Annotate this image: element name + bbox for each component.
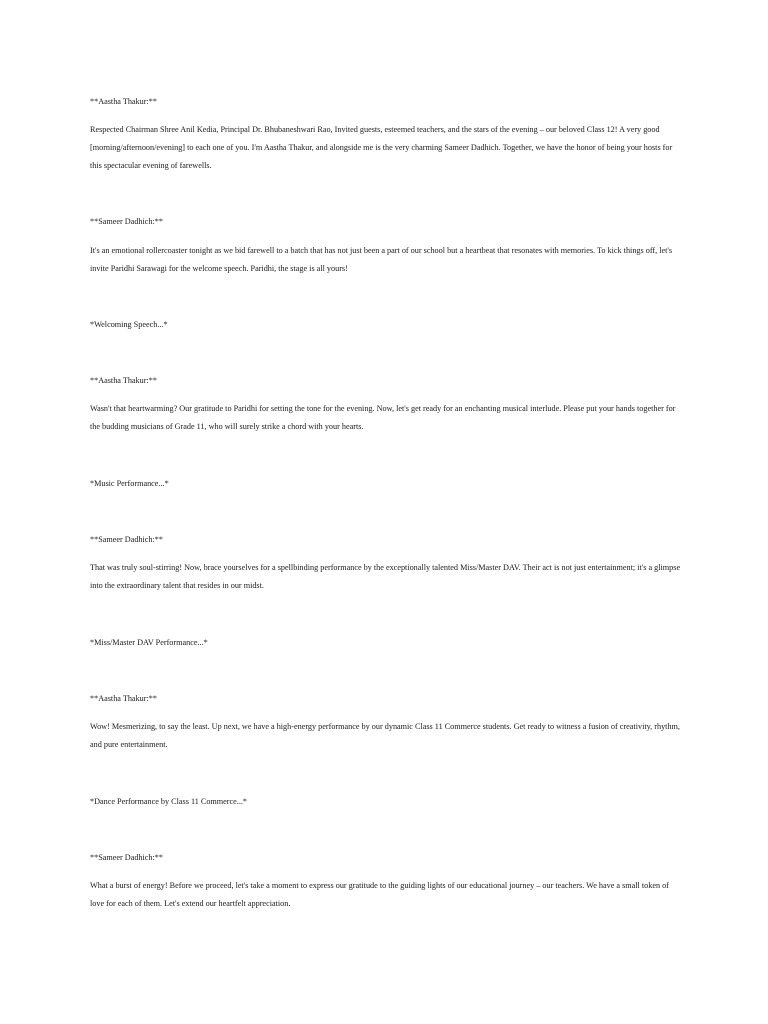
- speaker-label: **Sameer Dadhich:**: [90, 853, 163, 862]
- stage-cue: *Dance Performance by Class 11 Commerce...*: [90, 797, 248, 806]
- paragraph: Wow! Mesmerizing, to say the least. Up next, we have a high-energy performance by our dynamic Class 11 Commerce students. Get ready to witness a fusion of creativity, rhythm, and pure entertainment.: [90, 722, 680, 749]
- speaker-label: **Aastha Thakur:**: [90, 694, 157, 703]
- speaker-label: **Sameer Dadhich:**: [90, 535, 163, 544]
- stage-cue: *Music Performance...*: [90, 479, 169, 488]
- stage-cue: *Miss/Master DAV Performance...*: [90, 638, 208, 647]
- paragraph: That was truly soul-stirring! Now, brace yourselves for a spellbinding performance by the exceptionally talented Miss/Master DAV. Their act is not just entertainment; it's a glimpse into the extraordinary talent that resides in our midst.: [90, 563, 681, 590]
- speaker-label: **Aastha Thakur:**: [90, 376, 157, 385]
- paragraph: It's an emotional rollercoaster tonight as we bid farewell to a batch that has not just been a part of our school but a heartbeat that resonates with memories. To kick things off, let's invite Paridhi Sarawagi for the welcome speech. Paridhi, the stage is all yours!: [90, 246, 673, 273]
- paragraph: Wasn't that heartwarming? Our gratitude to Paridhi for setting the tone for the evening. Now, let's get ready for an enchanting musical interlude. Please put your hands together for the budding musicians of Grade 11, who will surely strike a chord with your hearts.: [90, 404, 676, 431]
- paragraph: What a burst of energy! Before we proceed, let's take a moment to express our gratitude to the guiding lights of our educational journey – our teachers. We have a small token of love for each of them. Let's extend our heartfelt appreciation.: [90, 881, 669, 908]
- paragraph: Respected Chairman Shree Anil Kedia, Principal Dr. Bhubaneshwari Rao, Invited guests, esteemed teachers, and the stars of the evening – our beloved Class 12! A very good [morning/afternoon/evening] to each one of you. I'm Aastha Thakur, and alongside me is the very charming Sameer Dadhich. Together, we have the honor of being your hosts for this spectacular evening of farewells.: [90, 125, 673, 170]
- speaker-label: **Sameer Dadhich:**: [90, 217, 163, 226]
- stage-cue: *Welcoming Speech...*: [90, 320, 168, 329]
- speaker-label: **Aastha Thakur:**: [90, 97, 157, 106]
